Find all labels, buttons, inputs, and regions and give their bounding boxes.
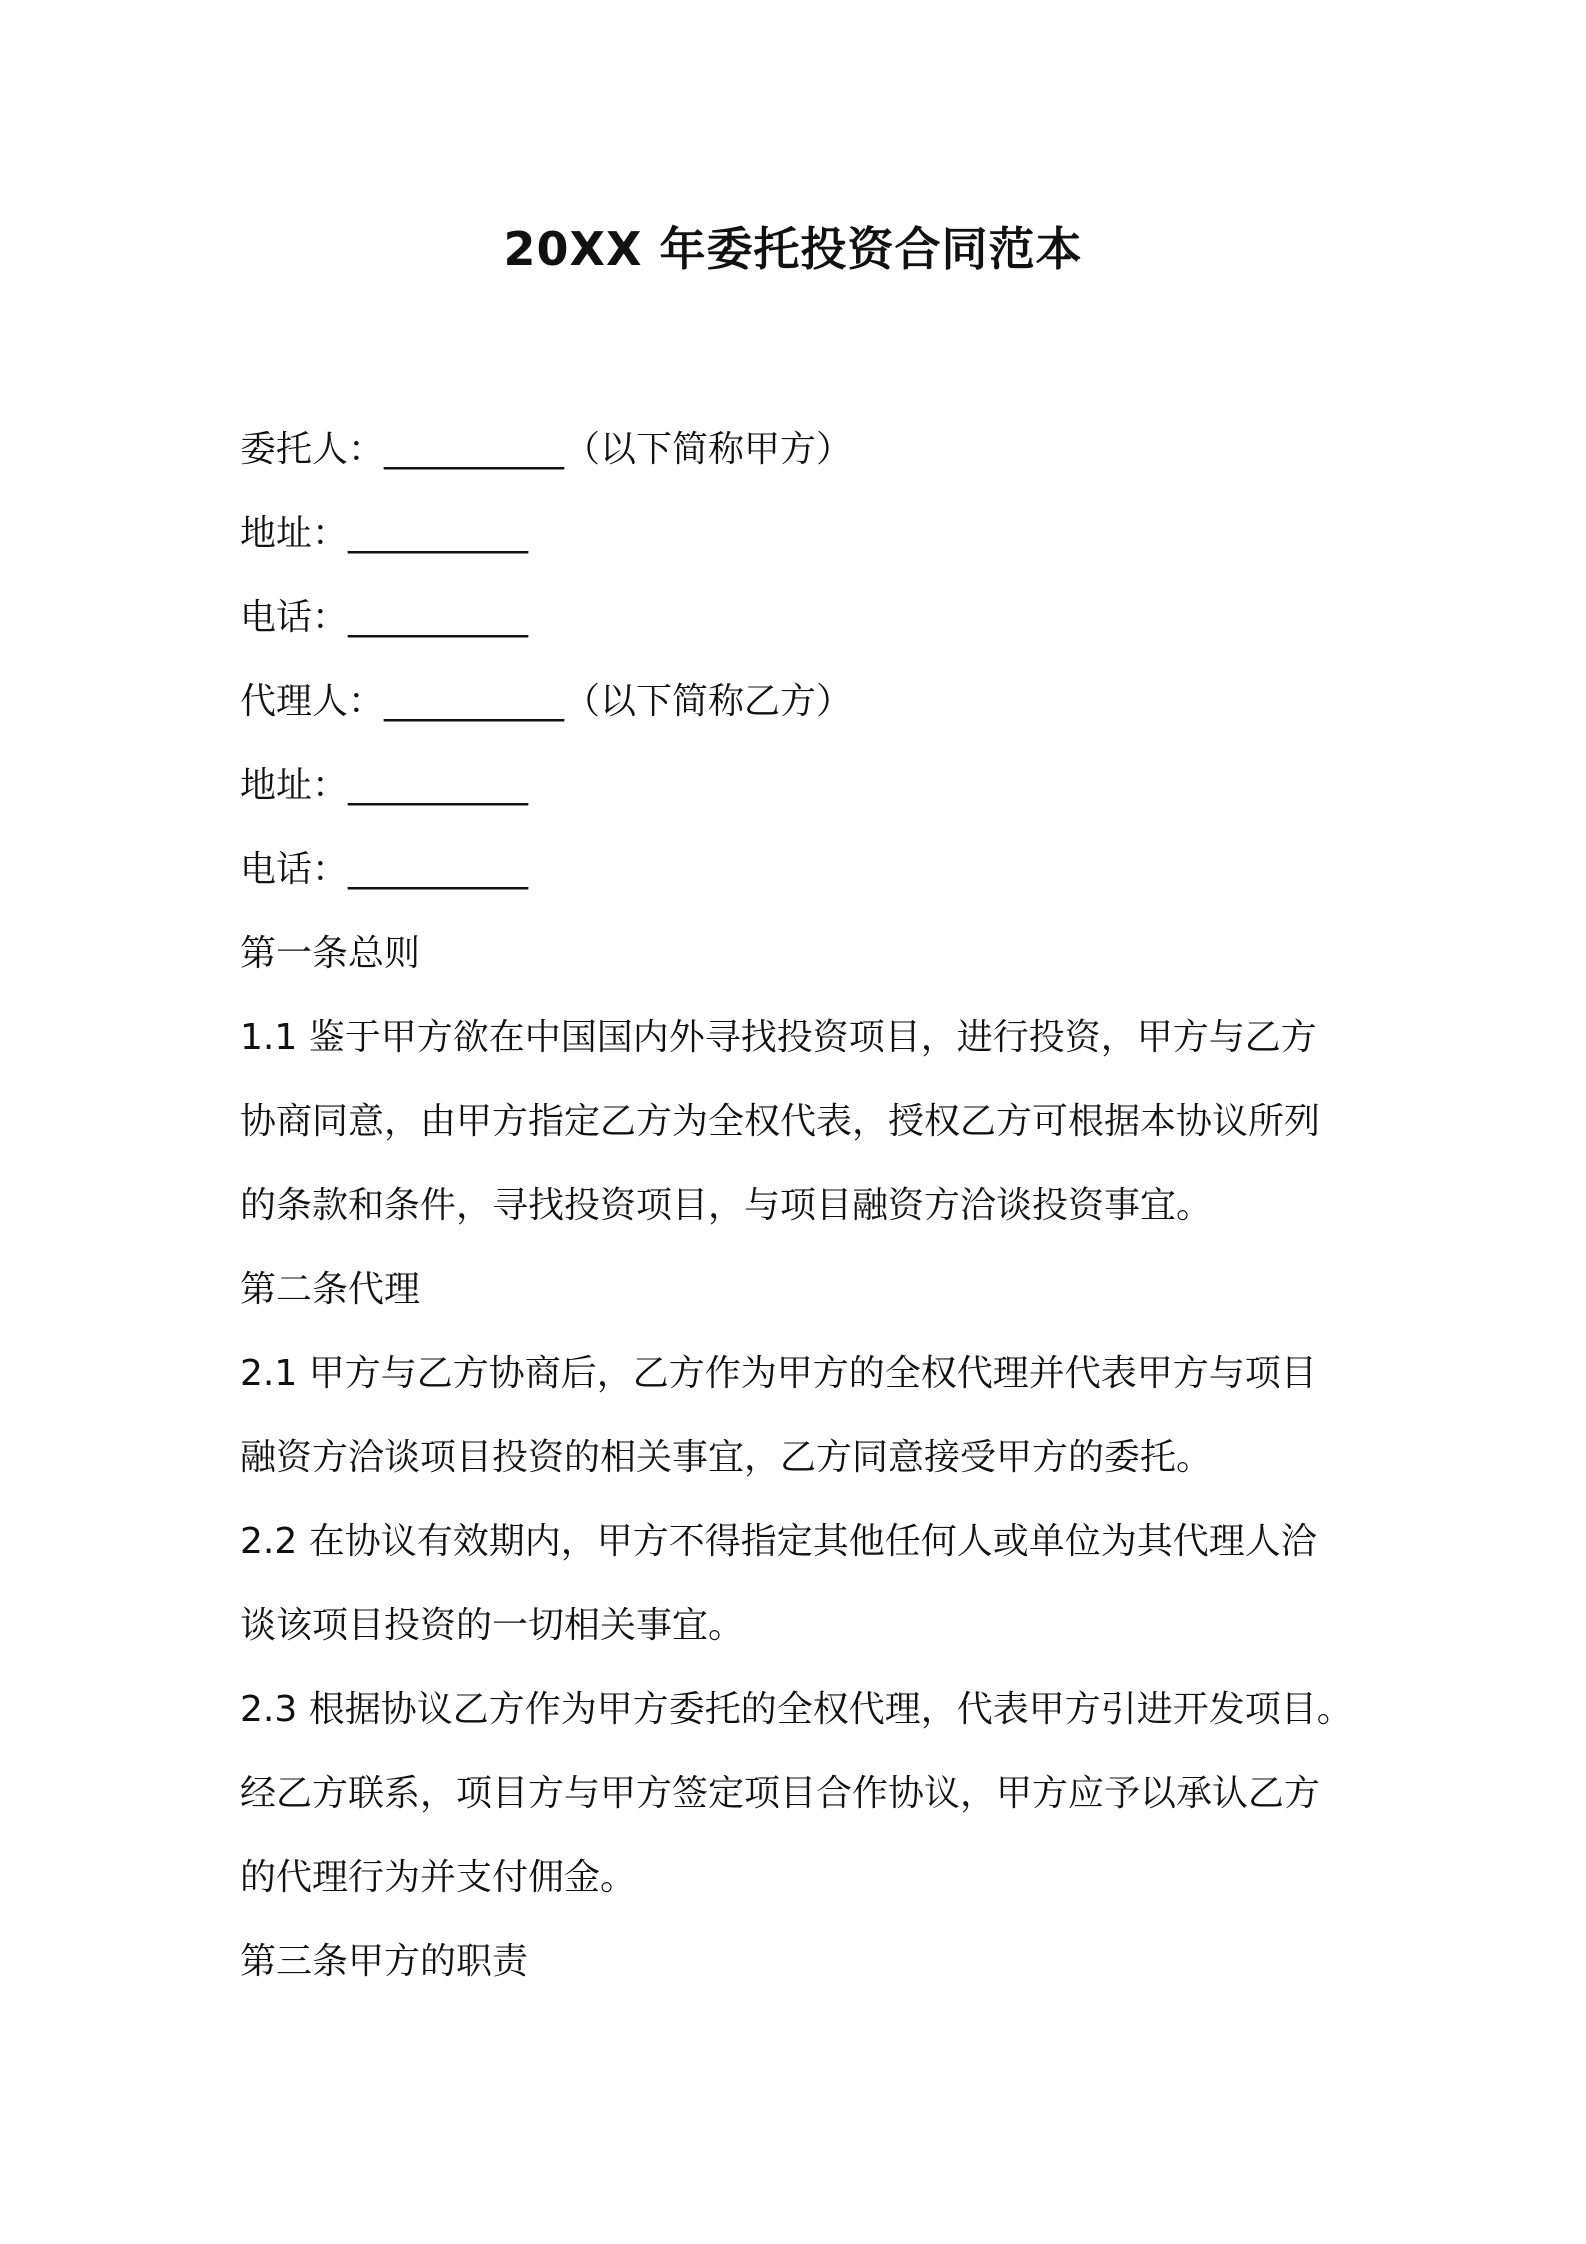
article-1-heading: 第一条总则 — [240, 933, 421, 974]
principal-address-line: 地址：__________ — [240, 513, 529, 554]
clause-1-1-line-2: 协商同意，由甲方指定乙方为全权代表，授权乙方可根据本协议所列 — [240, 1101, 1321, 1142]
agent-phone-line: 电话：__________ — [240, 849, 529, 890]
clause-2-2-line-2: 谈该项目投资的一切相关事宜。 — [240, 1605, 745, 1646]
clause-2-3-line-1: 2.3 根据协议乙方作为甲方委托的全权代理，代表甲方引进开发项目。 — [240, 1689, 1353, 1730]
clause-2-3-line-3: 的代理行为并支付佣金。 — [240, 1857, 637, 1898]
agent-line: 代理人：__________（以下简称乙方） — [240, 681, 853, 722]
document-body — [240, 408, 1360, 2004]
principal-phone-line: 电话：__________ — [240, 597, 529, 638]
clause-2-2-line-1: 2.2 在协议有效期内，甲方不得指定其他任何人或单位为其代理人洽 — [240, 1521, 1317, 1562]
clause-2-1-line-2: 融资方洽谈项目投资的相关事宜，乙方同意接受甲方的委托。 — [240, 1437, 1213, 1478]
article-3-heading: 第三条甲方的职责 — [240, 1941, 529, 1982]
clause-2-1-line-1: 2.1 甲方与乙方协商后，乙方作为甲方的全权代理并代表甲方与项目 — [240, 1353, 1317, 1394]
clause-1-1-line-3: 的条款和条件，寻找投资项目，与项目融资方洽谈投资事宜。 — [240, 1185, 1213, 1226]
document-title: 20XX 年委托投资合同范本 — [503, 222, 1083, 276]
principal-line: 委托人：__________（以下简称甲方） — [240, 429, 853, 470]
clause-2-3-line-2: 经乙方联系，项目方与甲方签定项目合作协议，甲方应予以承认乙方 — [240, 1773, 1321, 1814]
agent-address-line: 地址：__________ — [240, 765, 529, 806]
article-2-heading: 第二条代理 — [240, 1269, 421, 1310]
clause-1-1-line-1: 1.1 鉴于甲方欲在中国国内外寻找投资项目，进行投资，甲方与乙方 — [240, 1017, 1317, 1058]
